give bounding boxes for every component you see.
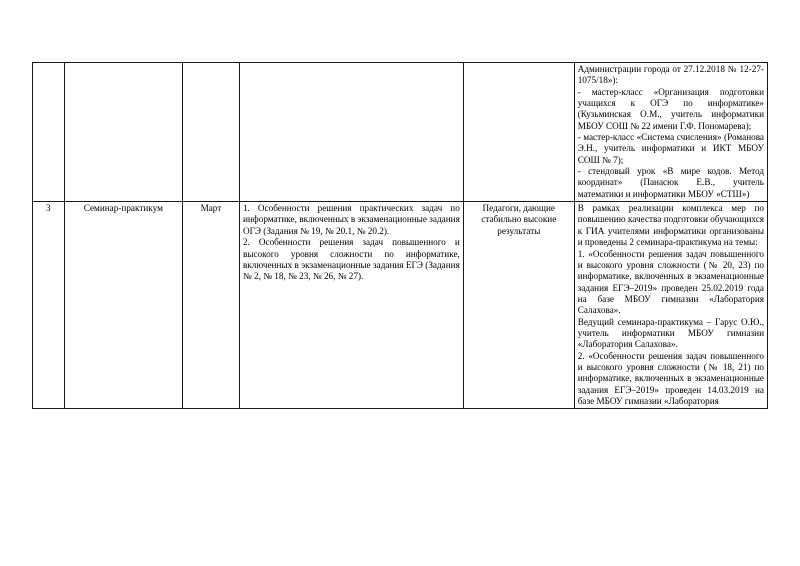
- content-item: 1. Особенности решения практических задач по информатике, включенных в экзаменационные задания ОГЭ (Задания № 19, № 20.1, № 20.2).: [242, 203, 460, 236]
- result-paragraph: В рамках реализации комплекса мер по повышению качества подготовки обучающихся к ГИА учителями информатики организованы и проведены 2 семинара-практикума на темы:: [577, 203, 764, 248]
- cell-audience: Педагоги, дающие стабильно высокие результаты: [463, 202, 574, 409]
- table-row: [33, 202, 768, 409]
- content-item: 2. Особенности решения задач повышенного и высокого уровня сложности по информатике, включенных в экзаменационные задания ЕГЭ (Задания № 2, № 18, № 23, № 26, № 27).: [242, 237, 460, 282]
- cell-result: [574, 63, 767, 202]
- plan-table: [32, 62, 768, 409]
- cell-content: [239, 202, 463, 409]
- result-paragraph: Ведущий семинара-практикума – Гарус О.Ю., учитель информатики МБОУ гимназии «Лаборатория Салахова».: [577, 316, 764, 350]
- cell-content: [239, 63, 463, 202]
- table-row: [33, 63, 768, 202]
- cell-audience: [463, 63, 574, 202]
- result-paragraph: - мастер-класс «Система счисления» (Романова Э.Н., учитель информатики и ИКТ МБОУ СОШ № 7);: [577, 132, 764, 165]
- result-paragraph: Администрации города от 27.12.2018 № 12-27-1075/18»):: [577, 64, 764, 86]
- cell-event-name: Семинар-практикум: [64, 202, 182, 409]
- result-paragraph: - мастер-класс «Организация подготовки учащихся к ОГЭ по информатике» (Кузьминская О.М., учитель информатики МБОУ СОШ № 22 имени Г.Ф. Пономарева);: [577, 86, 764, 131]
- result-paragraph: - стендовый урок «В мире кодов. Метод координат» (Панасюк Е.В., учитель математики и информатики МБОУ «СТШ»): [577, 166, 764, 199]
- cell-result: [574, 202, 767, 409]
- cell-row-number: 3: [33, 202, 65, 409]
- result-paragraph: 2. «Особенности решения задач повышенного и высокого уровня сложности (№ 18, 21) по информатике, включенных в экзаменационные задания ЕГЭ–2019» проведен 14.03.2019 на базе МБОУ гимназии «Лаборатория: [577, 350, 764, 406]
- result-paragraph: 1. «Особенности решения задач повышенного и высокого уровня сложности (№ 20, 23) по информатике, включенных в экзаменационные задания ЕГЭ–2019» проведен 25.02.2019 года на базе МБОУ гимназии «Лаборатория Салахова».: [577, 248, 764, 316]
- cell-row-number: [33, 63, 65, 202]
- cell-period: [182, 63, 239, 202]
- cell-period: Март: [182, 202, 239, 409]
- cell-event-name: [64, 63, 182, 202]
